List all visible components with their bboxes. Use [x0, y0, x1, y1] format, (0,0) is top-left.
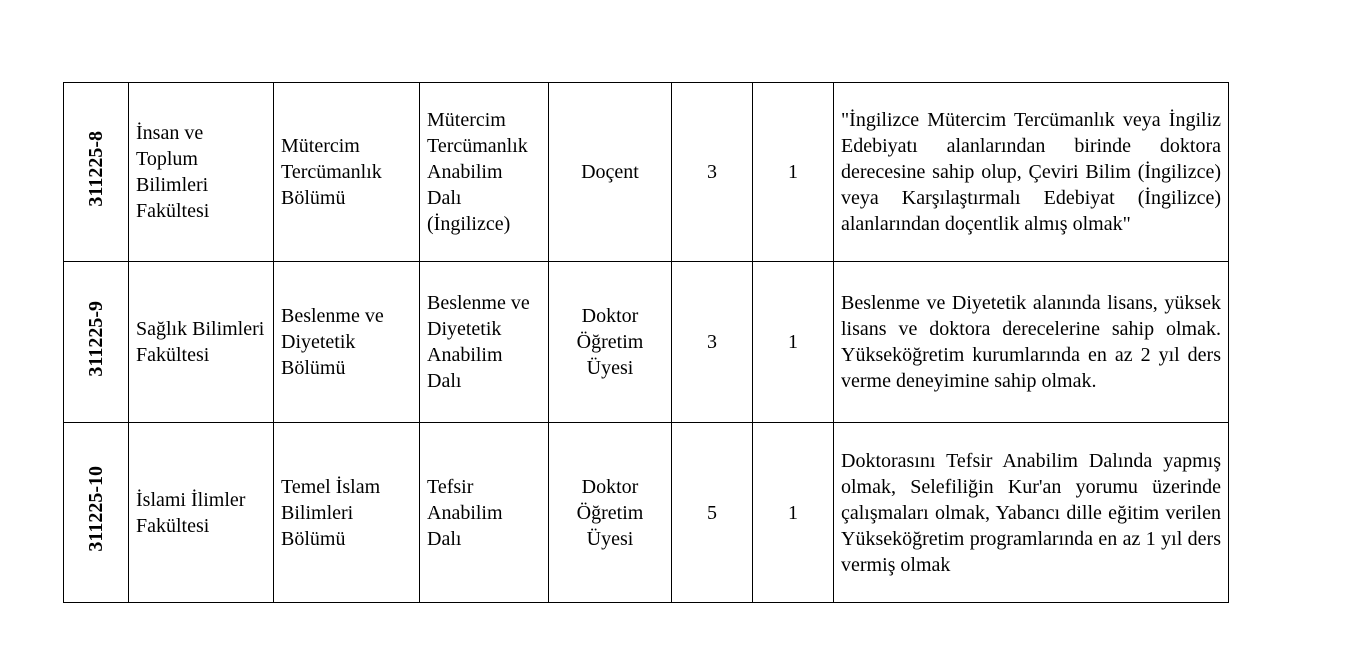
- conditions-cell: [834, 262, 1229, 423]
- department-cell: Mütercim Tercümanlık Bölümü: [274, 83, 420, 262]
- degree-cell: 5: [672, 423, 753, 603]
- faculty-cell: Sağlık Bilimleri Fakültesi: [129, 262, 274, 423]
- positions-table: [63, 82, 1229, 603]
- count-cell: 1: [753, 83, 834, 262]
- table-row: [64, 262, 1229, 423]
- conditions-cell: [834, 83, 1229, 262]
- division-cell: Tefsir Anabilim Dalı: [420, 423, 549, 603]
- faculty-cell: İslami İlimler Fakültesi: [129, 423, 274, 603]
- division-cell: Beslenme ve Diyetetik Anabilim Dalı: [420, 262, 549, 423]
- department-cell: Beslenme ve Diyetetik Bölümü: [274, 262, 420, 423]
- count-cell: 1: [753, 262, 834, 423]
- position-code-cell: [64, 262, 129, 423]
- department-cell: Temel İslam Bilimleri Bölümü: [274, 423, 420, 603]
- position-code-cell: [64, 83, 129, 262]
- position-code-cell: [64, 423, 129, 603]
- degree-cell: 3: [672, 262, 753, 423]
- conditions-text: Doktorasını Tefsir Anabilim Dalında yapmış olmak, Selefiliğin Kur'an yorumu üzerinde çalışmaları olmak, Yabancı dille eğitim verilen Yükseköğretim programlarında en az 1 yıl ders vermiş olmak: [841, 449, 1221, 576]
- title-cell: Doktor Öğretim Üyesi: [549, 423, 672, 603]
- title-cell: Doçent: [549, 83, 672, 262]
- table-row: [64, 83, 1229, 262]
- position-code: 311225-10: [85, 466, 107, 552]
- conditions-text: "İngilizce Mütercim Tercümanlık veya İngiliz Edebiyatı alanlarından birinde doktora derecesine sahip olup, Çeviri Bilim (İngilizce) veya Karşılaştırmalı Edebiyat (İngilizce) alanlarından doçentlik almış olmak": [841, 109, 1221, 235]
- table-row: [64, 423, 1229, 603]
- position-code: 311225-8: [85, 130, 107, 207]
- division-cell: Mütercim Tercümanlık Anabilim Dalı (İngilizce): [420, 83, 549, 262]
- title-cell: Doktor Öğretim Üyesi: [549, 262, 672, 423]
- conditions-text: Beslenme ve Diyetetik alanında lisans, yüksek lisans ve doktora derecelerine sahip olmak. Yükseköğretim kurumlarında en az 2 yıl ders verme deneyimine sahip olmak.: [841, 292, 1221, 392]
- position-code: 311225-9: [85, 300, 107, 377]
- faculty-cell: İnsan ve Toplum Bilimleri Fakültesi: [129, 83, 274, 262]
- conditions-cell: [834, 423, 1229, 603]
- count-cell: 1: [753, 423, 834, 603]
- degree-cell: 3: [672, 83, 753, 262]
